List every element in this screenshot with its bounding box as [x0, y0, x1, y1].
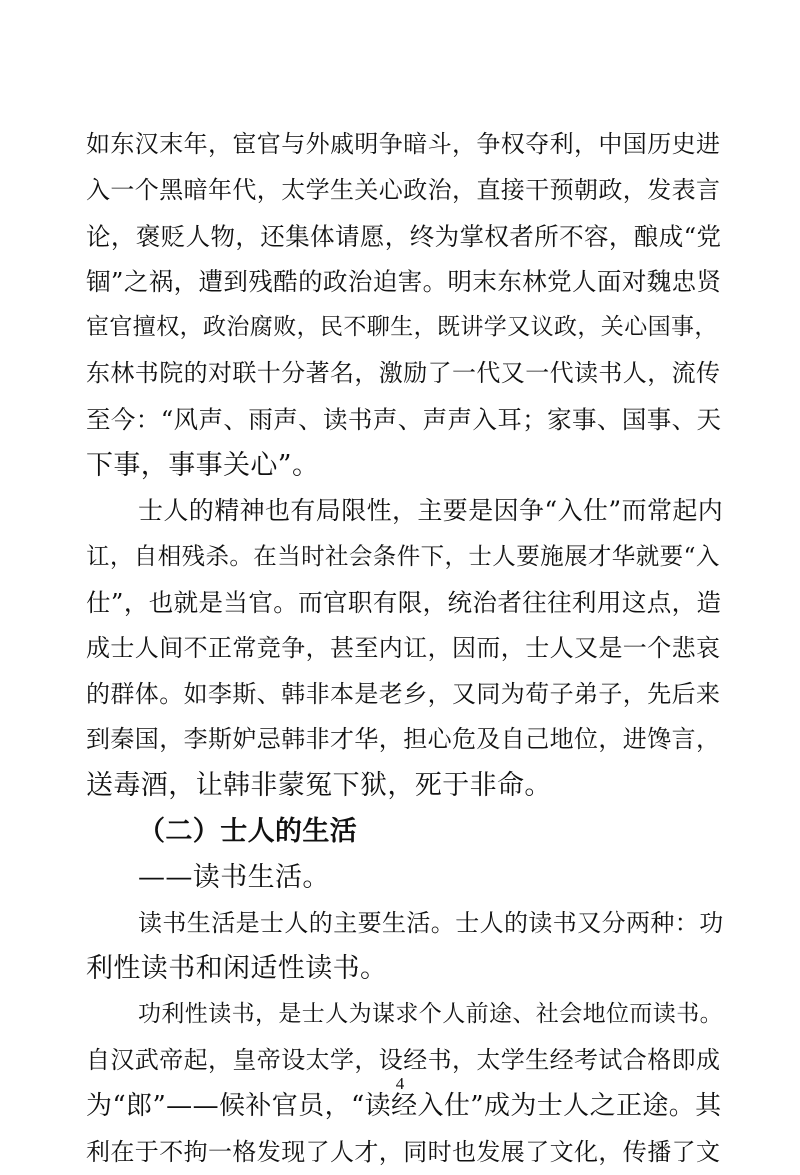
section-heading: （二）士人的生活 — [138, 815, 358, 847]
paragraph-start-line: 功利性读书，是士人为谋求个人前途、社会地位而读书。 — [138, 1001, 723, 1028]
text-line: 的群体。如李斯、韩非本是老乡，又同为荀子弟子，先后来 — [86, 679, 721, 708]
text-line: 东林书院的对联十分著名，激励了一代又一代读书人，流传 — [86, 358, 721, 387]
text-line: 利在于不拘一格发现了人才，同时也发展了文化，传播了文 — [86, 1137, 721, 1166]
text-line: 仕”，也就是当官。而官职有限，统治者往往利用这点，造 — [86, 587, 722, 617]
text-line: 成士人间不正常竞争，甚至内讧，因而，士人又是一个悲哀 — [86, 633, 721, 662]
text-line: 入一个黑暗年代，太学生关心政治，直接干预朝政，发表言 — [86, 175, 721, 204]
paragraph-start-line: 读书生活是士人的主要生活。士人的读书又分两种：功 — [138, 908, 724, 937]
paragraph-start-line: 士人的精神也有局限性，主要是因争“入仕”而常起内 — [138, 496, 724, 526]
text-line: 自汉武帝起，皇帝设太学，设经书，太学生经考试合格即成 — [86, 1045, 721, 1074]
text-line: 讧，自相残杀。在当时社会条件下，士人要施展才华就要“入 — [86, 542, 720, 571]
text-line: 如东汉末年，宦官与外戚明争暗斗，争权夺利，中国历史进 — [86, 130, 721, 158]
subsection-title: ——读书生活。 — [138, 861, 330, 893]
text-line: 利性读书和闲适性读书。 — [86, 953, 388, 985]
text-line: 下事，事事关心”。 — [86, 449, 320, 481]
text-line: 送毒酒，让韩非蒙冤下狱，死于非命。 — [86, 770, 552, 802]
body-text — [86, 122, 726, 1175]
text-line: 宦官擅权，政治腐败，民不聊生，既讲学又议政，关心国事， — [86, 314, 718, 341]
text-line: 论，褒贬人物，还集体请愿，终为掌权者所不容，酿成“党 — [86, 221, 722, 251]
text-line: 到秦国，李斯妒忌韩非才华，担心危及自己地位，进馋言， — [86, 725, 721, 754]
page-number: 4 — [395, 1074, 405, 1093]
text-line: 锢”之祸，遭到残酷的政治迫害。明末东林党人面对魏忠贤 — [86, 267, 722, 297]
text-line: 为“郎”——候补官员，“读经入仕”成为士人之正途。其 — [86, 1090, 722, 1121]
text-line: 至今：“风声、雨声、读书声、声声入耳；家事、国事、天 — [86, 404, 722, 434]
